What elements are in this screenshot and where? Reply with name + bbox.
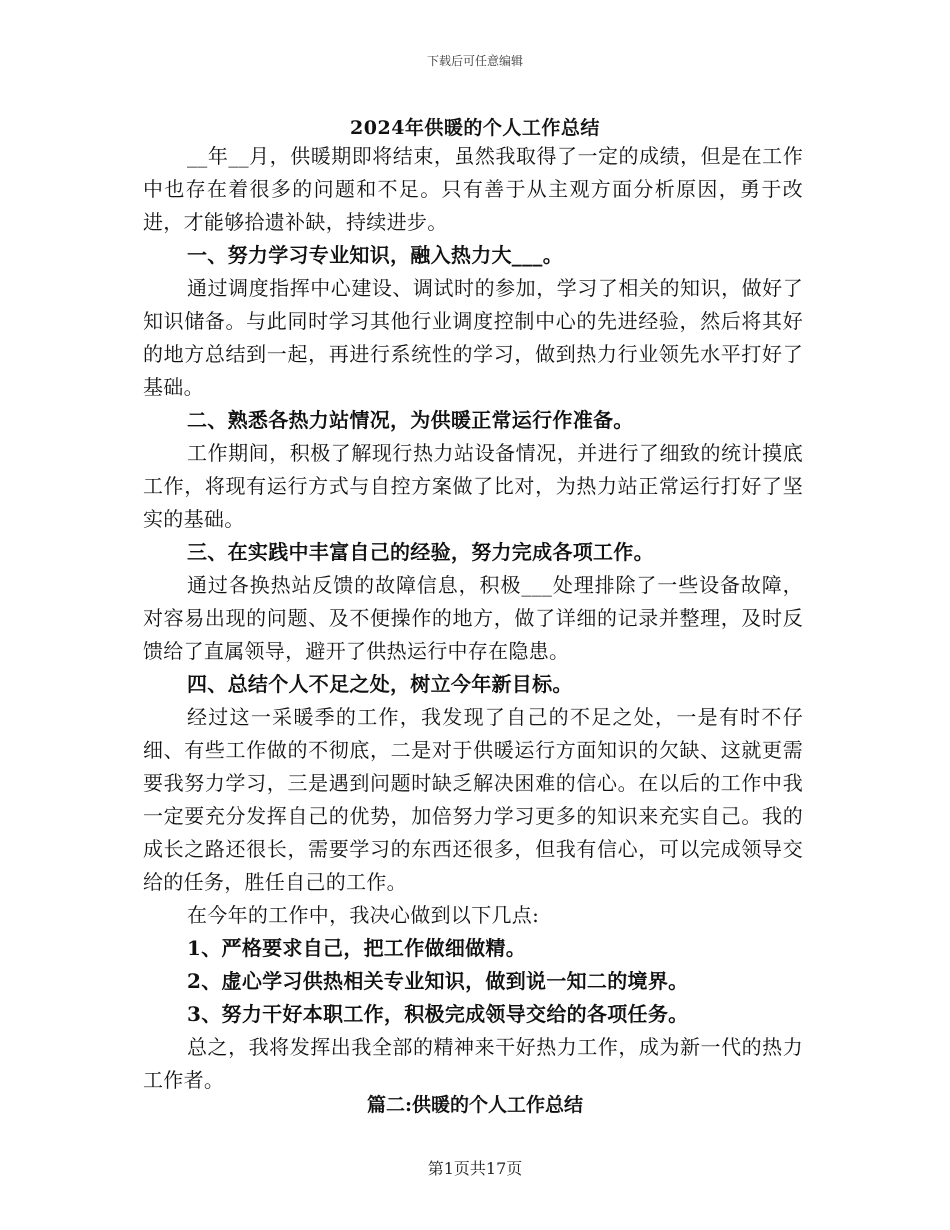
header-note: 下载后可任意编辑 (426, 54, 523, 68)
document-title: 2024年供暖的个人工作总结 (350, 117, 600, 139)
heading-section-4: 四、总结个人不足之处，树立今年新目标。 (187, 672, 573, 696)
section-2-title: 篇二:供暖的个人工作总结 (366, 1094, 583, 1116)
resolution-item-3: 3、努力干好本职工作，积极完成领导交给的各项任务。 (187, 1002, 689, 1026)
paragraph-section-4: 经过这一采暖季的工作，我发现了自己的不足之处，一是有时不仔细、有些工作做的不彻底，二是对于供暖运行方面知识的欠缺、这就更需要我努力学习，三是遇到问题时缺乏解决困难的信心。在以后的工作中我一定要充分发挥自己的优势，加倍努力学习更多的知识来充实自己。我的成长之路还很长，需要学习的东西还很多，但我有信心，可以完成领导交给的任务，胜任自己的工作。 (143, 705, 803, 894)
resolution-item-1: 1、严格要求自己，把工作做细做精。 (187, 936, 527, 960)
heading-section-2: 二、熟悉各热力站情况，为供暖正常运行作准备。 (187, 408, 634, 432)
paragraph-intro: __年__月，供暖期即将结束，虽然我取得了一定的成绩，但是在工作中也存在着很多的问题和不足。只有善于从主观方面分析原因，勇于改进，才能够拾遗补缺，持续进步。 (143, 144, 803, 234)
heading-section-3: 三、在实践中丰富自己的经验，努力完成各项工作。 (187, 540, 654, 564)
paragraph-section-1: 通过调度指挥中心建设、调试时的参加，学习了相关的知识，做好了知识储备。与此同时学习其他行业调度控制中心的先进经验，然后将其好的地方总结到一起，再进行系统性的学习，做到热力行业领先水平打好了基础。 (143, 276, 803, 399)
heading-section-1: 一、努力学习专业知识，融入热力大___。 (187, 243, 563, 267)
page-footer: 第1页共17页 (427, 1159, 523, 1178)
document-body (143, 140, 803, 1097)
paragraph-section-3: 通过各换热站反馈的故障信息，积极___处理排除了一些设备故障，对容易出现的问题、及不便操作的地方，做了详细的记录并整理，及时反馈给了直属领导，避开了供热运行中存在隐患。 (143, 573, 803, 663)
paragraph-conclusion: 总之，我将发挥出我全部的精神来干好热力工作，成为新一代的热力工作者。 (143, 1035, 803, 1092)
paragraph-section-2: 工作期间，积极了解现行热力站设备情况，并进行了细致的统计摸底工作，将现有运行方式与自控方案做了比对，为热力站正常运行打好了坚实的基础。 (143, 441, 803, 531)
paragraph-resolution-intro: 在今年的工作中，我决心做到以下几点: (187, 903, 540, 927)
resolution-item-2: 2、虚心学习供热相关专业知识，做到说一知二的境界。 (187, 969, 689, 993)
